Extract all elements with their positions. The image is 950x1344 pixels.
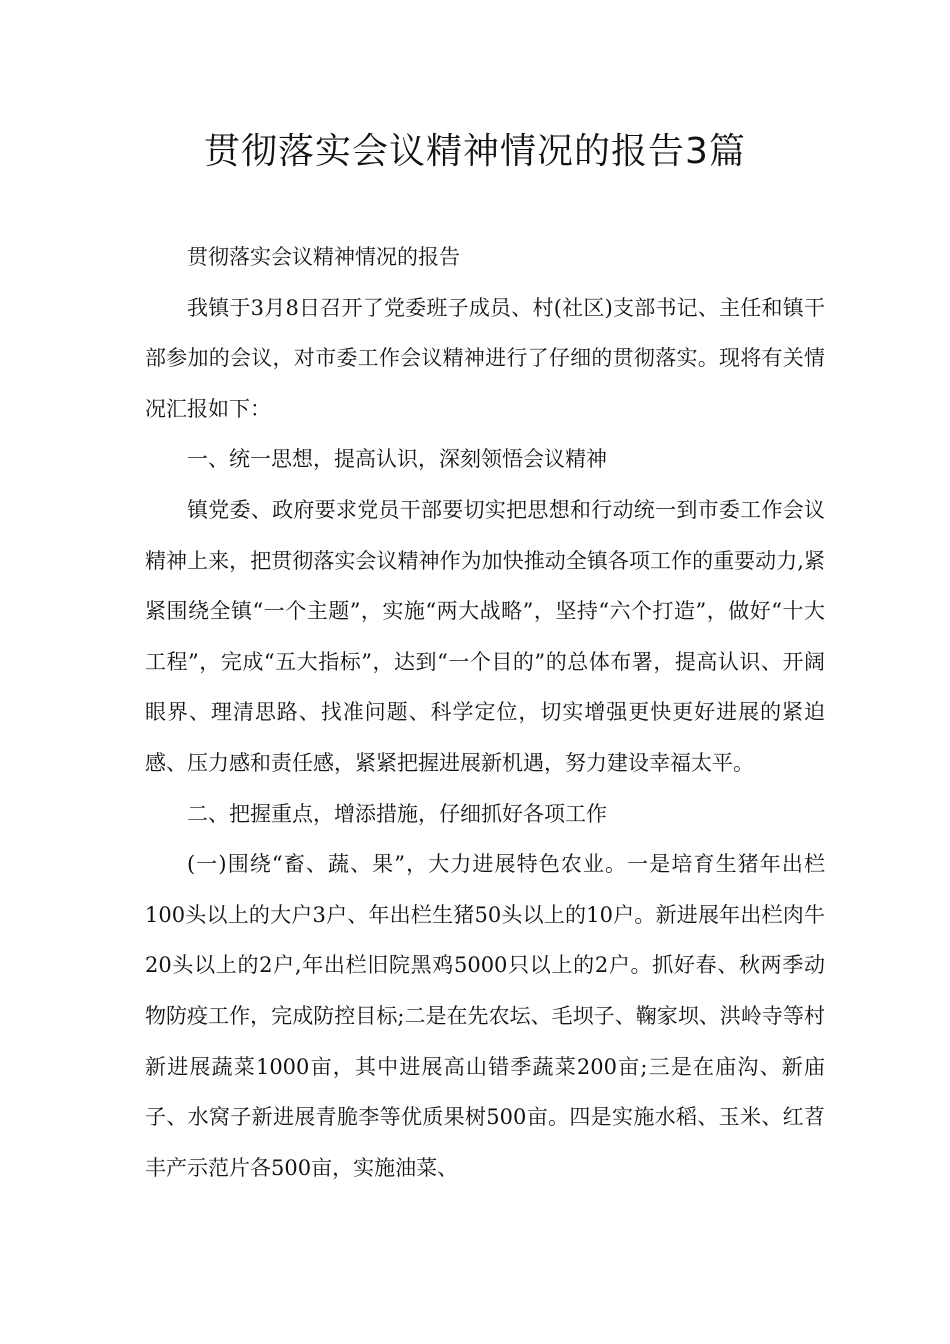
paragraph-intro: 我镇于3月8日召开了党委班子成员、村(社区)支部书记、主任和镇干部参加的会议，对市委工作会议精神进行了仔细的贯彻落实。现将有关情况汇报如下： [145, 295, 825, 421]
document-title: 贯彻落实会议精神情况的报告3篇 [204, 131, 746, 172]
paragraph-section-2-item-1: (一)围绕“畜、蔬、果”，大力进展特色农业。一是培育生猪年出栏100头以上的大户3户、年出栏生猪50头以上的10户。新进展年出栏肉牛20头以上的2户,年出栏旧院黑鸡5000只以上的2户。抓好春、秋两季动物防疫工作，完成防控目标;二是在先农坛、毛坝子、鞠家坝、洪岭寺等村新进展蔬菜1000亩，其中进展高山错季蔬菜200亩;三是在庙沟、新庙子、水窝子新进展青脆李等优质果树500亩。四是实施水稻、玉米、红苕丰产示范片各500亩，实施油菜、 [145, 852, 825, 1180]
document-body [145, 232, 825, 1193]
heading-section-1: 一、统一思想，提高认识，深刻领悟会议精神 [187, 447, 607, 472]
paragraph-section-1: 镇党委、政府要求党员干部要切实把思想和行动统一到市委工作会议精神上来，把贯彻落实会议精神作为加快推动全镇各项工作的重要动力,紧紧围绕全镇“一个主题”，实施“两大战略”，坚持“六个打造”，做好“十大工程”，完成“五大指标”，达到“一个目的”的总体布署，提高认识、开阔眼界、理清思路、找准问题、科学定位，切实增强更快更好进展的紧迫感、压力感和责任感，紧紧把握进展新机遇，努力建设幸福太平。 [145, 497, 825, 775]
section-subtitle: 贯彻落实会议精神情况的报告 [187, 245, 460, 269]
heading-section-2: 二、把握重点，增添措施，仔细抓好各项工作 [187, 801, 607, 826]
